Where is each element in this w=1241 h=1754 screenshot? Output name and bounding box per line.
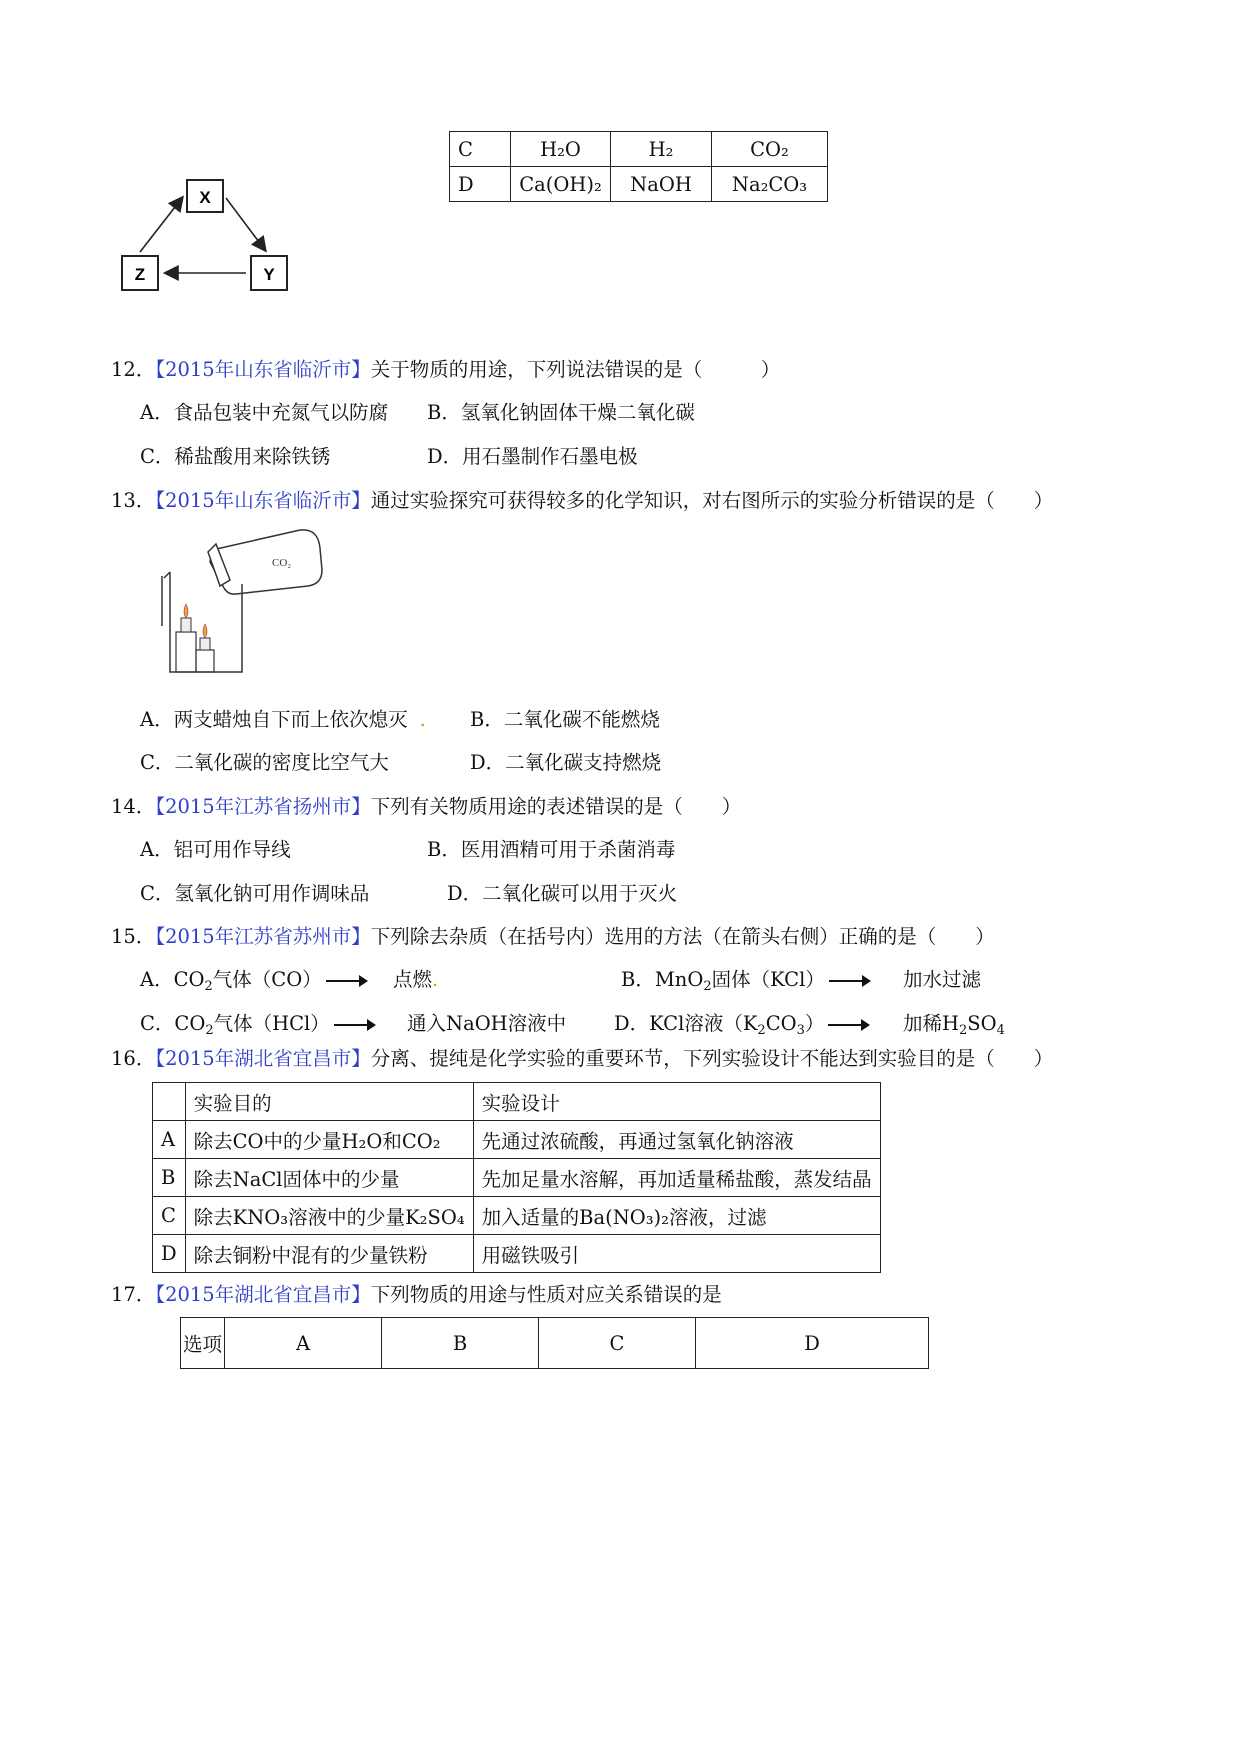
q15-option-b-method: 加水过滤 [903,968,982,991]
arrow-x-to-y [226,198,265,250]
q12-option-d: D．用石墨制作石墨电极 [427,445,638,468]
q15-b-formula: B．MnO [621,968,704,991]
q14-option-c: C．氢氧化钠可用作调味品 [140,882,370,905]
table-cell-goal: 除去KNO₃溶液中的少量K₂SO₄ [185,1197,473,1235]
q15-a-formula: A．CO [140,968,205,991]
table-header-option: 选项 [181,1318,225,1369]
q15-d-formula: D．KCl溶液（K [614,1012,758,1035]
question-number: 15． [111,925,156,948]
question-source: 【2015年湖北省宜昌市】 [155,1047,371,1070]
top-options-table [449,131,828,202]
top-table-cell: H₂O [511,132,611,167]
question-stem: 分离、提纯是化学实验的重要环节，下列实验设计不能达到实验目的是（ ） [370,1047,1054,1070]
table-row-label: B [153,1159,186,1197]
table-header-c: C [539,1318,696,1369]
q15-a-method-text: 点燃 [393,968,433,991]
q15-option-d-method: 加稀$H_2SO_4$ [903,1012,1005,1038]
question-16 [111,1043,1053,1071]
top-table-cell: CO₂ [712,132,828,167]
question-stem: 通过实验探究可获得较多的化学知识，对右图所示的实验分析错误的是（ ） [370,489,1054,512]
question-stem: 关于物质的用途，下列说法错误的是（ ） [370,358,781,381]
q15-c-formula: C．CO [140,1012,206,1035]
table-header-design: 实验设计 [473,1083,880,1121]
question-number: 14． [111,795,156,818]
table-row-label: A [153,1121,186,1159]
table-row-label: C [153,1197,186,1235]
top-table-cell: Na₂CO₃ [712,167,828,202]
question-source: 【2015年山东省临沂市】 [155,358,371,381]
q15-option-b: B．MnO$_2$固体（KCl） [621,964,873,992]
table-header-a: A [225,1318,382,1369]
q16-experiment-table [152,1082,881,1273]
q14-option-a: A．铝可用作导线 [140,838,291,861]
q12-option-a: A．食品包装中充氮气以防腐 [140,401,389,424]
q15-option-a-method [393,964,438,992]
q12-option-b: B．氢氧化钠固体干燥二氧化碳 [427,401,695,424]
arrow-right-icon [828,1024,868,1026]
q15-option-c-method: 通入NaOH溶液中 [407,1012,567,1035]
table-header-d: D [696,1318,929,1369]
arrow-z-to-x [140,198,182,252]
question-source: 【2015年湖北省宜昌市】 [155,1283,371,1306]
question-15 [111,921,995,949]
table-row-label: D [153,1235,186,1273]
node-y-label: Y [263,265,275,284]
co2-label: CO₂ [272,557,292,569]
node-x-label: X [199,188,211,207]
top-table-cell: Ca(OH)₂ [511,167,611,202]
table-header-goal: 实验目的 [185,1083,473,1121]
q12-option-c: C．稀盐酸用来除铁锈 [140,445,331,468]
question-stem: 下列物质的用途与性质对应关系错误的是 [370,1283,722,1306]
table-cell-goal: 除去CO中的少量H₂O和CO₂ [185,1121,473,1159]
top-table-cell: NaOH [611,167,712,202]
question-number: 17． [111,1283,156,1306]
node-z-label: Z [134,265,146,284]
stray-mark: . [419,708,426,731]
top-table-cell: H₂ [611,132,712,167]
q15-c-impurity: 气体（HCl） [213,1012,330,1035]
co2-pouring-figure [150,522,330,677]
table-cell-design: 加入适量的Ba(NO₃)₂溶液，过滤 [473,1197,880,1235]
q15-a-impurity: 气体（CO） [212,968,322,991]
table-header-blank [153,1083,186,1121]
question-source: 【2015年山东省临沂市】 [155,489,371,512]
table-cell-design: 用磁铁吸引 [473,1235,880,1273]
table-cell-goal: 除去铜粉中混有的少量铁粉 [185,1235,473,1273]
q15-d-formula-mid: CO [765,1012,797,1035]
question-source: 【2015年江苏省苏州市】 [155,925,371,948]
arrow-right-icon [829,980,869,982]
q13-option-a [140,704,426,732]
q15-option-a: A．$CO_2$气体（CO） [140,964,370,992]
question-stem: 下列除去杂质（在括号内）选用的方法（在箭头右侧）正确的是（ ） [370,925,995,948]
question-number: 16． [111,1047,156,1070]
question-number: 13． [111,489,156,512]
q15-b-impurity: 固体（KCl） [711,968,825,991]
q15-d-method-formula: SO [967,1012,997,1035]
question-source: 【2015年江苏省扬州市】 [155,795,371,818]
table-cell-goal: 除去NaCl固体中的少量 [185,1159,473,1197]
table-header-b: B [382,1318,539,1369]
table-cell-design: 先通过浓硫酸，再通过氢氧化钠溶液 [473,1121,880,1159]
question-17 [111,1279,722,1307]
arrow-right-icon [334,1024,374,1026]
q15-d-impurity-close: ） [804,1012,825,1035]
q13-option-a-text: A．两支蜡烛自下而上依次熄灭 [140,708,408,731]
top-table-row-label: C [450,132,511,167]
q13-option-b: B．二氧化碳不能燃烧 [470,708,660,731]
question-14 [111,791,741,819]
cycle-diagram [110,168,310,303]
q13-option-d: D．二氧化碳支持燃烧 [470,751,662,774]
question-number: 12． [111,358,156,381]
q13-option-c: C．二氧化碳的密度比空气大 [140,751,389,774]
table-cell-design: 先加足量水溶解，再加适量稀盐酸，蒸发结晶 [473,1159,880,1197]
q15-d-method-text: 加稀H [903,1012,960,1035]
arrow-right-icon [326,980,366,982]
question-12 [111,354,780,382]
question-13 [111,485,1053,513]
q14-option-b: B．医用酒精可用于杀菌消毒 [427,838,676,861]
q15-option-d: D．KCl溶液$(K_2CO_3)$ [614,1008,872,1036]
top-table-row-label: D [450,167,511,202]
q17-options-table [180,1317,929,1369]
question-stem: 下列有关物质用途的表述错误的是（ ） [370,795,742,818]
q15-option-c: C．$CO_2$气体（HCl） [140,1008,378,1036]
stray-mark: . [432,968,439,991]
q14-option-d: D．二氧化碳可以用于灭火 [447,882,678,905]
